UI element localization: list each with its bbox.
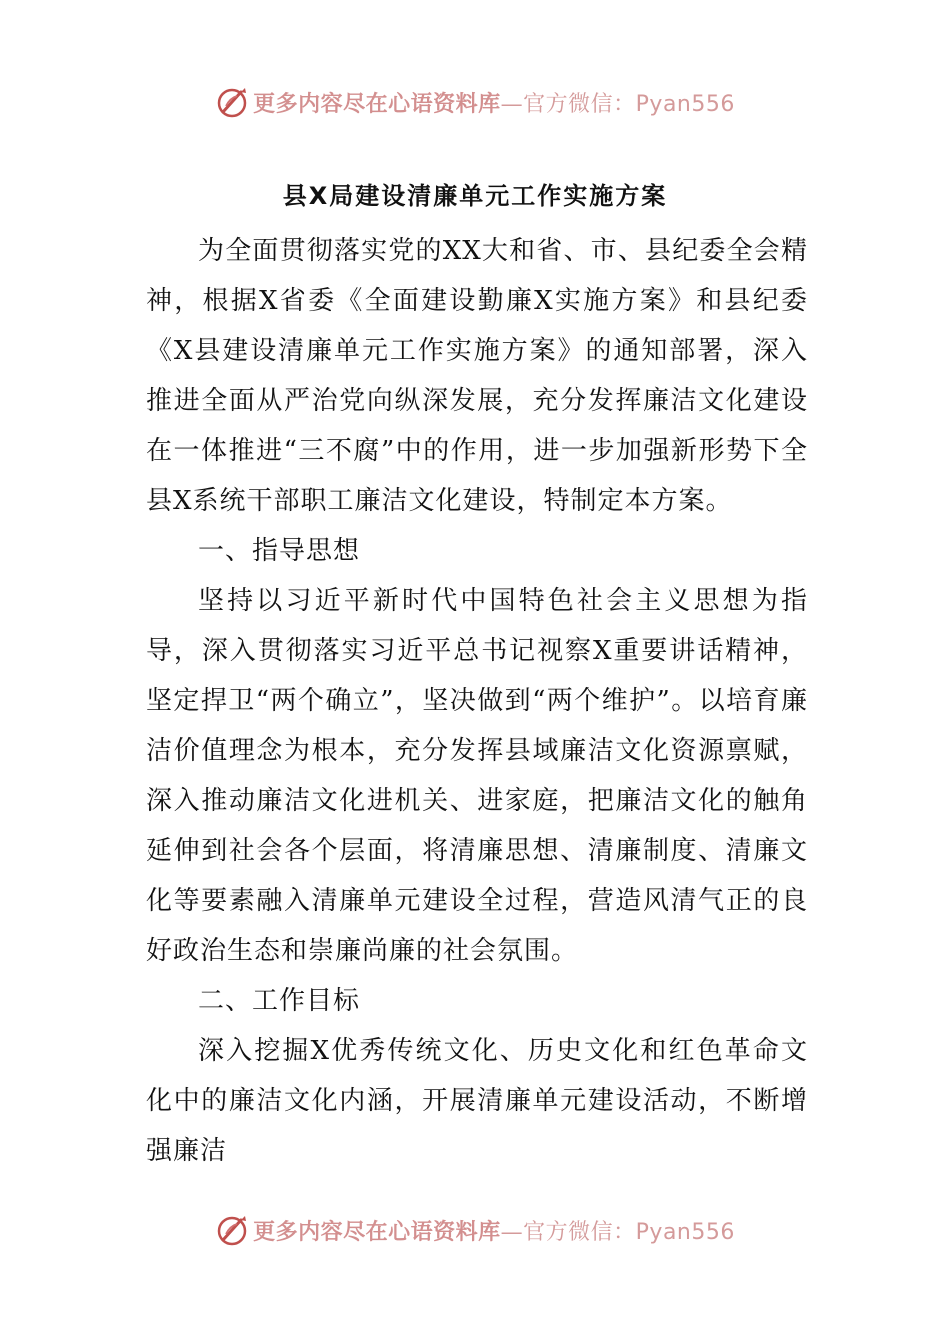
watermark-account: Pyan556 <box>635 91 735 117</box>
watermark-text <box>253 1215 735 1246</box>
paragraph-guiding-ideology: 坚持以习近平新时代中国特色社会主义思想为指导，深入贯彻落实习近平总书记视察X重要讲话精神，坚定捍卫“两个确立”，坚决做到“两个维护”。以培育廉洁价值理念为根本，充分发挥县域廉洁文化资源禀赋，深入推动廉洁文化进机关、进家庭，把廉洁文化的触角延伸到社会各个层面，将清廉思想、清廉制度、清廉文化等要素融入清廉单元建设全过程，营造风清气正的良好政治生态和崇廉尚廉的社会氛围。 <box>146 586 808 966</box>
watermark-dash: — <box>500 1219 524 1245</box>
paragraph-intro: 为全面贯彻落实党的XX大和省、市、县纪委全会精神，根据X省委《全面建设勤廉X实施方案》和县纪委《X县建设清廉单元工作实施方案》的通知部署，深入推进全面从严治党向纵深发展，充分发挥廉洁文化建设在一体推进“三不腐”中的作用，进一步加强新形势下全县X系统干部职工廉洁文化建设，特制定本方案。 <box>146 236 808 516</box>
heading-work-goals: 二、工作目标 <box>198 986 361 1016</box>
watermark-text <box>253 87 735 118</box>
pen-logo-icon <box>215 84 251 120</box>
watermark-banner-bottom <box>0 1210 950 1250</box>
watermark-brand: 更多内容尽在心语资料库 <box>253 90 501 117</box>
paragraph-work-goals: 深入挖掘X优秀传统文化、历史文化和红色革命文化中的廉洁文化内涵，开展清廉单元建设活动，不断增强廉洁 <box>146 1036 808 1166</box>
watermark-dash: — <box>500 91 524 117</box>
pen-logo-icon <box>215 1212 251 1248</box>
watermark-label: 官方微信： <box>523 91 636 117</box>
document-title: 县X局建设清廉单元工作实施方案 <box>282 182 668 210</box>
watermark-brand: 更多内容尽在心语资料库 <box>253 1218 501 1245</box>
document-body <box>146 226 808 1176</box>
heading-guiding-ideology: 一、指导思想 <box>198 536 361 566</box>
watermark-account: Pyan556 <box>635 1219 735 1245</box>
watermark-label: 官方微信： <box>523 1219 636 1245</box>
watermark-banner-top <box>0 82 950 122</box>
